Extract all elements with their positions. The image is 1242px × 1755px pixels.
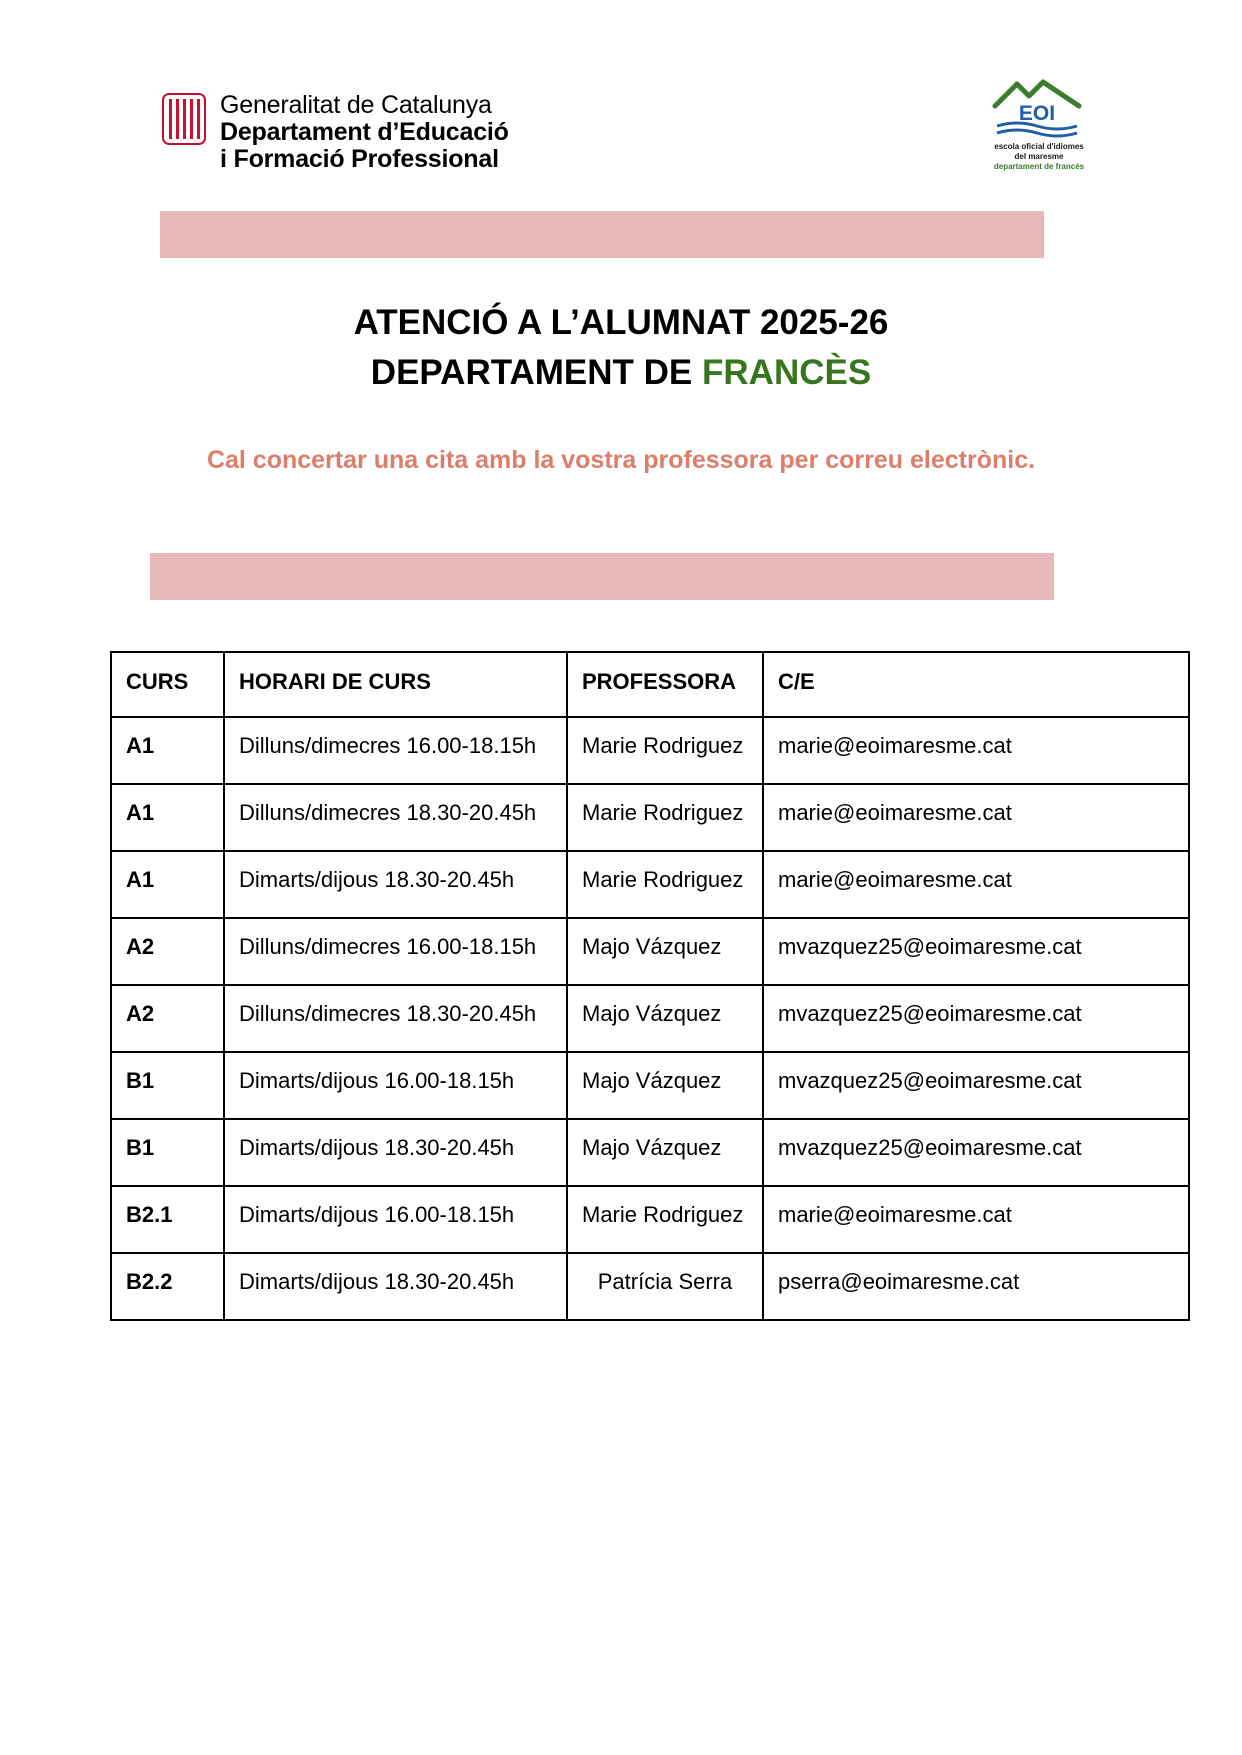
cell-professora: Majo Vázquez xyxy=(567,918,763,985)
table-row xyxy=(111,784,1189,851)
cell-horari: Dilluns/dimecres 18.30-20.45h xyxy=(224,985,567,1052)
cell-horari: Dimarts/dijous 18.30-20.45h xyxy=(224,1119,567,1186)
header-email: C/E xyxy=(763,652,1189,717)
header-curs: CURS xyxy=(111,652,224,717)
cell-curs: A2 xyxy=(111,918,224,985)
cell-professora: Marie Rodriguez xyxy=(567,717,763,784)
table-row xyxy=(111,1253,1189,1320)
decorative-band-bottom xyxy=(150,553,1054,600)
decorative-band-top xyxy=(160,211,1044,258)
schedule-rows xyxy=(111,717,1189,1320)
cell-horari: Dilluns/dimecres 18.30-20.45h xyxy=(224,784,567,851)
schedule-table xyxy=(110,651,1190,1321)
title-line-1: ATENCIÓ A L’ALUMNAT 2025-26 xyxy=(353,303,889,342)
cell-horari: Dimarts/dijous 16.00-18.15h xyxy=(224,1052,567,1119)
table-row xyxy=(111,918,1189,985)
cell-professora: Majo Vázquez xyxy=(567,985,763,1052)
table-row xyxy=(111,851,1189,918)
cell-horari: Dilluns/dimecres 16.00-18.15h xyxy=(224,717,567,784)
cell-professora: Majo Vázquez xyxy=(567,1052,763,1119)
header-horari: HORARI DE CURS xyxy=(224,652,567,717)
cell-curs: A2 xyxy=(111,985,224,1052)
eoi-department: departament de francès xyxy=(993,162,1085,171)
cell-professora: Marie Rodriguez xyxy=(567,851,763,918)
table-row xyxy=(111,985,1189,1052)
cell-curs: A1 xyxy=(111,851,224,918)
eoi-school-name: escola oficial d'idiomes xyxy=(994,142,1084,151)
cell-professora: Patrícia Serra xyxy=(567,1253,763,1320)
cell-horari: Dimarts/dijous 18.30-20.45h xyxy=(224,851,567,918)
table-header-row xyxy=(111,652,1189,717)
cell-email: mvazquez25@eoimaresme.cat xyxy=(763,1119,1189,1186)
cell-email: pserra@eoimaresme.cat xyxy=(763,1253,1189,1320)
cell-email: mvazquez25@eoimaresme.cat xyxy=(763,918,1189,985)
page-title xyxy=(0,298,1242,398)
department-name-line2: i Formació Professional xyxy=(220,145,499,173)
eoi-logo xyxy=(975,78,1103,176)
header-professora: PROFESSORA xyxy=(567,652,763,717)
cell-professora: Marie Rodriguez xyxy=(567,1186,763,1253)
cell-curs: B2.2 xyxy=(111,1253,224,1320)
table-row xyxy=(111,1119,1189,1186)
eoi-mark: EOI xyxy=(1018,102,1056,125)
table-row xyxy=(111,1186,1189,1253)
cell-professora: Marie Rodriguez xyxy=(567,784,763,851)
senyera-icon xyxy=(162,93,206,145)
appointment-notice: Cal concertar una cita amb la vostra professora per correu electrònic. xyxy=(206,446,1036,474)
eoi-location: del maresme xyxy=(1014,152,1064,161)
title-line-2 xyxy=(0,348,1242,398)
table-row xyxy=(111,1052,1189,1119)
generalitat-name: Generalitat de Catalunya xyxy=(220,91,492,119)
cell-email: marie@eoimaresme.cat xyxy=(763,1186,1189,1253)
cell-email: mvazquez25@eoimaresme.cat xyxy=(763,985,1189,1052)
table-row xyxy=(111,717,1189,784)
cell-email: mvazquez25@eoimaresme.cat xyxy=(763,1052,1189,1119)
cell-horari: Dimarts/dijous 16.00-18.15h xyxy=(224,1186,567,1253)
cell-curs: A1 xyxy=(111,717,224,784)
cell-email: marie@eoimaresme.cat xyxy=(763,717,1189,784)
cell-horari: Dimarts/dijous 18.30-20.45h xyxy=(224,1253,567,1320)
cell-horari: Dilluns/dimecres 16.00-18.15h xyxy=(224,918,567,985)
cell-curs: B1 xyxy=(111,1119,224,1186)
cell-curs: A1 xyxy=(111,784,224,851)
generalitat-logo xyxy=(160,92,560,174)
cell-curs: B2.1 xyxy=(111,1186,224,1253)
title-department-highlight: FRANCÈS xyxy=(702,353,872,392)
department-name-line1: Departament d’Educació xyxy=(220,118,509,146)
cell-professora: Majo Vázquez xyxy=(567,1119,763,1186)
cell-email: marie@eoimaresme.cat xyxy=(763,851,1189,918)
title-department-prefix: DEPARTAMENT DE xyxy=(370,353,693,392)
eoi-house-icon xyxy=(987,78,1087,140)
cell-email: marie@eoimaresme.cat xyxy=(763,784,1189,851)
cell-curs: B1 xyxy=(111,1052,224,1119)
generalitat-wordmark xyxy=(220,92,509,173)
